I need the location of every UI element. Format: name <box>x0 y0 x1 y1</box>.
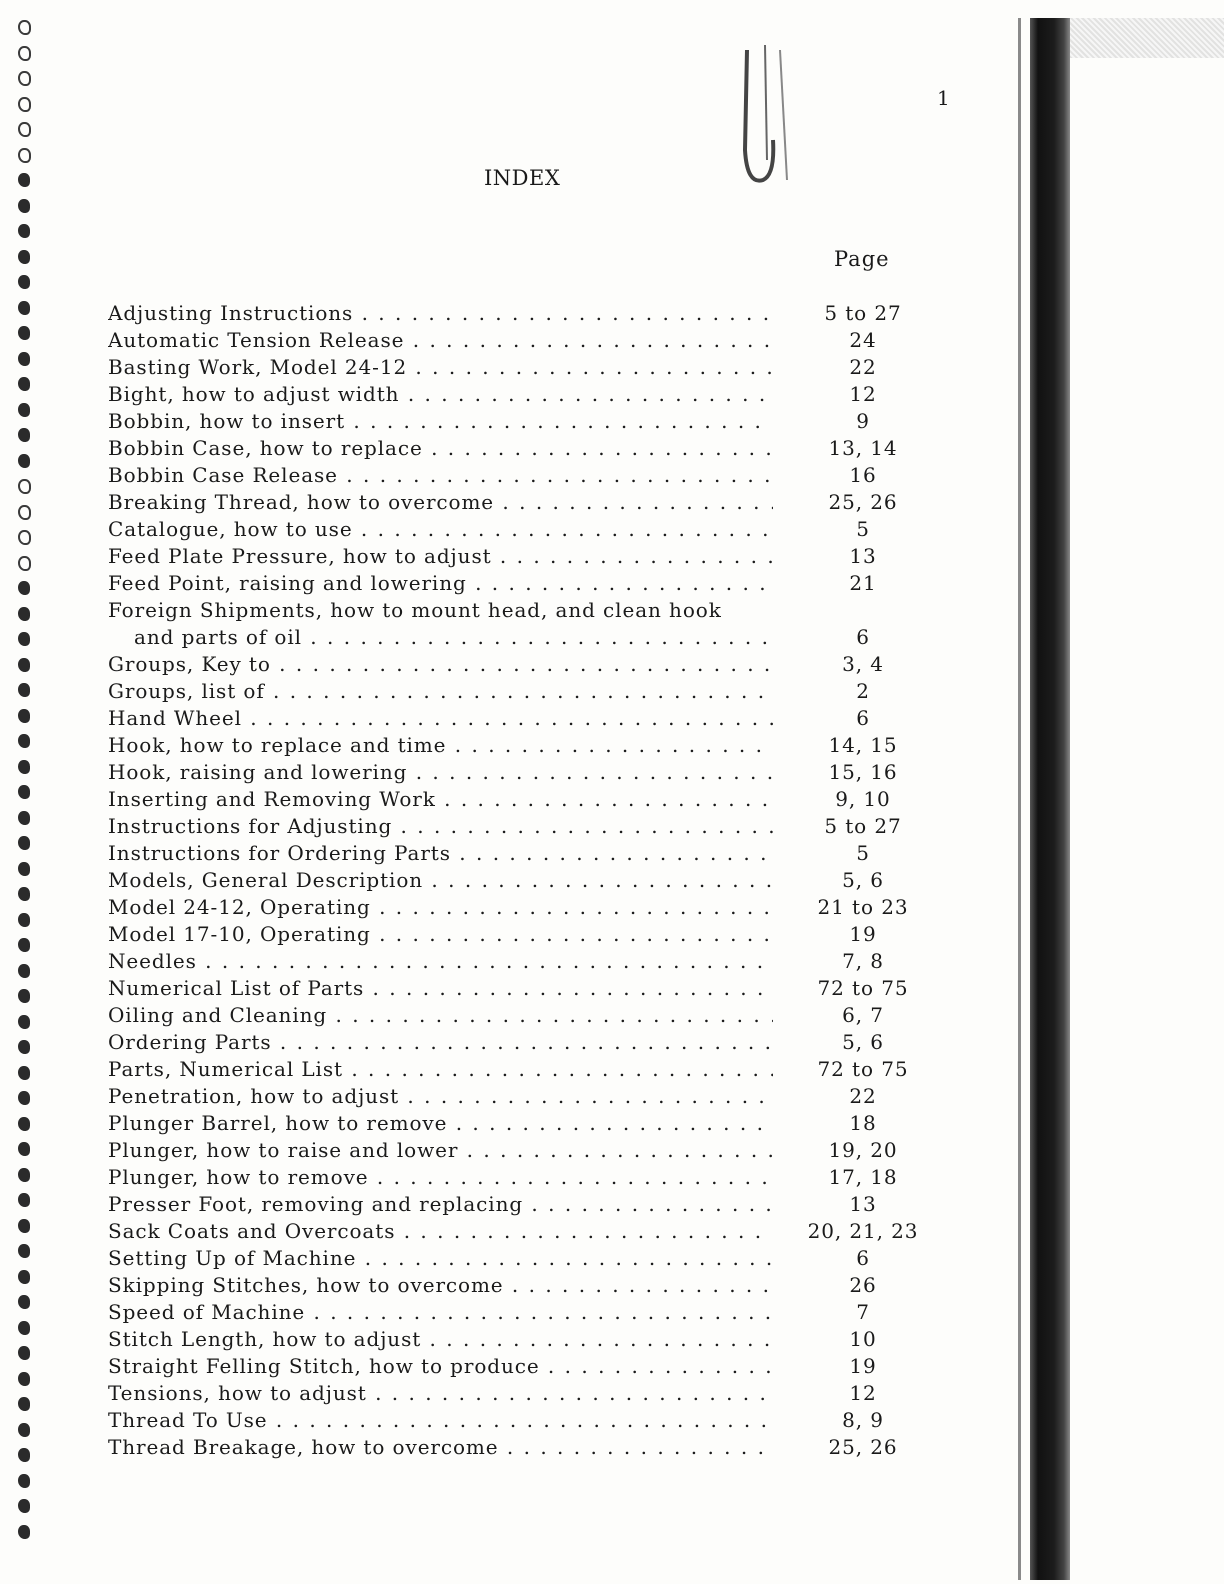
index-entry-pages: 19 <box>849 1354 877 1378</box>
index-entry <box>108 678 908 705</box>
index-entry <box>108 1380 908 1407</box>
index-entry <box>108 1353 908 1380</box>
binding-hole <box>18 1525 30 1539</box>
binding-hole <box>18 1321 30 1335</box>
index-entry-pages: 26 <box>849 1273 877 1297</box>
binding-hole <box>18 479 31 494</box>
index-entry-label: Oiling and Cleaning . . . <box>108 1002 773 1029</box>
binding-hole <box>18 122 31 137</box>
index-entry-pages: 16 <box>849 463 877 487</box>
index-entry-pages: 13, 14 <box>828 436 898 460</box>
index-entry-label: Bobbin, how to insert . . . <box>108 408 773 435</box>
binding-hole <box>18 1448 30 1462</box>
spiral-binding <box>14 20 36 1570</box>
index-entry-pages: 14, 15 <box>828 733 898 757</box>
binding-hole <box>18 862 30 876</box>
index-entry <box>108 489 908 516</box>
page-edge-line <box>1018 18 1021 1580</box>
binding-hole <box>18 811 30 825</box>
index-entry <box>108 354 908 381</box>
index-entry-label: Groups, list of . . . <box>108 678 773 705</box>
index-entry-pages: 72 to 75 <box>817 1057 909 1081</box>
index-entry-pages: 25, 26 <box>828 1435 898 1459</box>
index-entry-label: Parts, Numerical List . . . <box>108 1056 773 1083</box>
binding-hole <box>18 734 30 748</box>
index-entry-pages: 12 <box>849 382 877 406</box>
index-entry <box>108 543 908 570</box>
index-entry <box>108 597 908 651</box>
index-entry-pages: 20, 21, 23 <box>807 1219 919 1243</box>
binding-hole <box>18 326 30 340</box>
index-entry-pages: 7 <box>856 1300 870 1324</box>
index-entry-label: Stitch Length, how to adjust . . . <box>108 1326 773 1353</box>
index-entry <box>108 759 908 786</box>
index-entry-pages: 5 to 27 <box>824 301 902 325</box>
binding-hole <box>18 556 31 571</box>
index-entry-label: Hand Wheel . . . <box>108 705 773 732</box>
binding-hole <box>18 785 30 799</box>
index-entry <box>108 867 908 894</box>
index-entry-pages: 22 <box>849 1084 877 1108</box>
binding-hole <box>18 301 30 315</box>
index-entry <box>108 300 908 327</box>
binding-hole <box>18 46 31 61</box>
index-entry <box>108 1164 908 1191</box>
index-entry <box>108 1002 908 1029</box>
index-entry-label: Bobbin Case Release . . . <box>108 462 773 489</box>
index-entry <box>108 1434 908 1461</box>
index-entry-label: Automatic Tension Release . . . <box>108 327 773 354</box>
binding-hole <box>18 505 31 520</box>
index-entry-pages: 18 <box>849 1111 877 1135</box>
index-entry-pages: 25, 26 <box>828 490 898 514</box>
index-entry-label: Plunger Barrel, how to remove . . . <box>108 1110 773 1137</box>
index-entry-pages: 13 <box>849 1192 877 1216</box>
index-entry-pages: 21 <box>849 571 877 595</box>
index-entry-label: Basting Work, Model 24-12 . . . <box>108 354 773 381</box>
index-entry <box>108 570 908 597</box>
index-entry-label: Adjusting Instructions . . . <box>108 300 773 327</box>
index-entry-label: Presser Foot, removing and replacing . . . <box>108 1191 773 1218</box>
index-entry <box>108 381 908 408</box>
index-entry <box>108 408 908 435</box>
index-list <box>108 300 919 1461</box>
page-number: 1 <box>937 86 950 110</box>
page-title: INDEX <box>484 166 561 190</box>
binding-hole <box>18 1015 30 1029</box>
index-entry-pages: 5 <box>856 841 870 865</box>
index-entry-pages: 8, 9 <box>842 1408 884 1432</box>
index-entry-label: Tensions, how to adjust . . . <box>108 1380 773 1407</box>
index-entry-pages: 9 <box>856 409 870 433</box>
index-entry-pages: 19 <box>849 922 877 946</box>
index-entry-label: Breaking Thread, how to overcome . . . <box>108 489 773 516</box>
index-entry-label: Hook, raising and lowering . . . <box>108 759 773 786</box>
binding-hole <box>18 1270 30 1284</box>
binding-hole <box>18 709 30 723</box>
index-entry-label: Catalogue, how to use . . . <box>108 516 773 543</box>
index-entry-label: Hook, how to replace and time . . . <box>108 732 773 759</box>
binding-hole <box>18 530 31 545</box>
binding-hole <box>18 1397 30 1411</box>
binding-hole <box>18 1091 30 1105</box>
index-entry-pages: 6 <box>856 1246 870 1270</box>
index-entry <box>108 651 908 678</box>
index-entry <box>108 1407 908 1434</box>
index-entry <box>108 840 908 867</box>
clip-mark-icon <box>735 40 795 190</box>
index-entry-label: Ordering Parts . . . <box>108 1029 773 1056</box>
index-entry <box>108 705 908 732</box>
index-entry-label: Straight Felling Stitch, how to produce . . . <box>108 1353 773 1380</box>
index-entry-pages: 17, 18 <box>828 1165 898 1189</box>
index-entry-pages: 6, 7 <box>842 1003 884 1027</box>
binding-hole <box>18 658 30 672</box>
index-entry-label: Feed Point, raising and lowering . . . <box>108 570 773 597</box>
index-entry-pages: 22 <box>849 355 877 379</box>
binding-hole <box>18 1168 30 1182</box>
index-entry-label: Penetration, how to adjust . . . <box>108 1083 773 1110</box>
index-entry-pages: 24 <box>849 328 877 352</box>
index-entry <box>108 1218 919 1245</box>
index-entry-label: Bobbin Case, how to replace . . . <box>108 435 773 462</box>
binding-hole <box>18 1372 30 1386</box>
binding-hole <box>18 250 30 264</box>
binding-hole <box>18 989 30 1003</box>
index-entry-label: Instructions for Ordering Parts . . . <box>108 840 773 867</box>
index-entry-pages: 5 <box>856 517 870 541</box>
index-entry <box>108 1191 908 1218</box>
index-entry <box>108 1083 908 1110</box>
index-entry-pages: 12 <box>849 1381 877 1405</box>
index-entry-label-continued: and parts of oil . . . <box>134 624 773 651</box>
index-entry-pages: 21 to 23 <box>817 895 909 919</box>
index-entry <box>108 1137 908 1164</box>
index-entry-label: Feed Plate Pressure, how to adjust . . . <box>108 543 773 570</box>
index-entry-label: Needles . . . <box>108 948 773 975</box>
scan-noise <box>1070 18 1224 58</box>
binding-hole <box>18 428 30 442</box>
binding-hole <box>18 1066 30 1080</box>
index-entry <box>108 732 908 759</box>
binding-hole <box>18 1346 30 1360</box>
binding-hole <box>18 71 31 86</box>
binding-hole <box>18 454 30 468</box>
scan-shadow-edge <box>1030 18 1070 1580</box>
binding-hole <box>18 403 30 417</box>
index-entry-pages: 5, 6 <box>842 1030 884 1054</box>
index-entry-pages: 5, 6 <box>842 868 884 892</box>
index-entry-label: Bight, how to adjust width . . . <box>108 381 773 408</box>
index-entry-label: Numerical List of Parts . . . <box>108 975 773 1002</box>
index-entry-label: Speed of Machine . . . <box>108 1299 773 1326</box>
index-entry-label: Foreign Shipments, how to mount head, and clean hook <box>108 598 722 622</box>
index-entry-pages: 13 <box>849 544 877 568</box>
binding-hole <box>18 938 30 952</box>
binding-hole <box>18 683 30 697</box>
binding-hole <box>18 1295 30 1309</box>
index-entry-label: Thread Breakage, how to overcome . . . <box>108 1434 773 1461</box>
index-entry-label: Instructions for Adjusting . . . <box>108 813 773 840</box>
index-entry <box>108 435 908 462</box>
binding-hole <box>18 836 30 850</box>
binding-hole <box>18 199 30 213</box>
index-entry-pages: 5 to 27 <box>824 814 902 838</box>
binding-hole <box>18 1474 30 1488</box>
index-entry-label: Plunger, how to remove . . . <box>108 1164 773 1191</box>
index-entry-pages: 6 <box>856 625 870 649</box>
index-entry-pages: 19, 20 <box>828 1138 898 1162</box>
index-entry-label: Models, General Description . . . <box>108 867 773 894</box>
index-entry <box>108 1299 908 1326</box>
index-entry <box>108 1110 908 1137</box>
binding-hole <box>18 148 31 163</box>
binding-hole <box>18 224 30 238</box>
index-entry <box>108 1272 908 1299</box>
index-entry-label: Model 24-12, Operating . . . <box>108 894 773 921</box>
index-entry-label: Thread To Use . . . <box>108 1407 773 1434</box>
binding-hole <box>18 1040 30 1054</box>
index-entry <box>108 1245 908 1272</box>
index-entry-label: Groups, Key to . . . <box>108 651 773 678</box>
binding-hole <box>18 1193 30 1207</box>
index-entry <box>108 327 908 354</box>
index-entry-pages: 10 <box>849 1327 877 1351</box>
index-entry-pages: 72 to 75 <box>817 976 909 1000</box>
page-column-header: Page <box>834 247 890 271</box>
index-entry <box>108 948 908 975</box>
binding-hole <box>18 1142 30 1156</box>
binding-hole <box>18 887 30 901</box>
binding-hole <box>18 1117 30 1131</box>
index-entry-label: Inserting and Removing Work . . . <box>108 786 773 813</box>
index-entry <box>108 462 908 489</box>
index-entry <box>108 813 908 840</box>
binding-hole <box>18 20 31 35</box>
index-entry-pages: 9, 10 <box>835 787 891 811</box>
index-entry-pages: 15, 16 <box>828 760 898 784</box>
index-entry <box>108 975 908 1002</box>
index-entry-label: Setting Up of Machine . . . <box>108 1245 773 1272</box>
index-entry <box>108 516 908 543</box>
binding-hole <box>18 581 30 595</box>
binding-hole <box>18 377 30 391</box>
index-entry <box>108 786 908 813</box>
index-entry-label: Model 17-10, Operating . . . <box>108 921 773 948</box>
binding-hole <box>18 1499 30 1513</box>
index-entry-label: Plunger, how to raise and lower . . . <box>108 1137 773 1164</box>
index-entry-pages: 6 <box>856 706 870 730</box>
index-entry <box>108 1056 908 1083</box>
binding-hole <box>18 97 31 112</box>
binding-hole <box>18 913 30 927</box>
index-entry-pages: 2 <box>856 679 870 703</box>
index-entry-pages: 7, 8 <box>842 949 884 973</box>
binding-hole <box>18 607 30 621</box>
index-entry-label: Skipping Stitches, how to overcome . . . <box>108 1272 773 1299</box>
index-entry-pages: 3, 4 <box>842 652 884 676</box>
binding-hole <box>18 1244 30 1258</box>
binding-hole <box>18 1219 30 1233</box>
index-entry <box>108 894 908 921</box>
binding-hole <box>18 352 30 366</box>
binding-hole <box>18 1423 30 1437</box>
binding-hole <box>18 275 30 289</box>
binding-hole <box>18 964 30 978</box>
binding-hole <box>18 173 30 187</box>
binding-hole <box>18 632 30 646</box>
index-entry <box>108 1326 908 1353</box>
index-entry <box>108 921 908 948</box>
index-entry <box>108 1029 908 1056</box>
binding-hole <box>18 760 30 774</box>
index-entry-label: Sack Coats and Overcoats . . . <box>108 1218 773 1245</box>
